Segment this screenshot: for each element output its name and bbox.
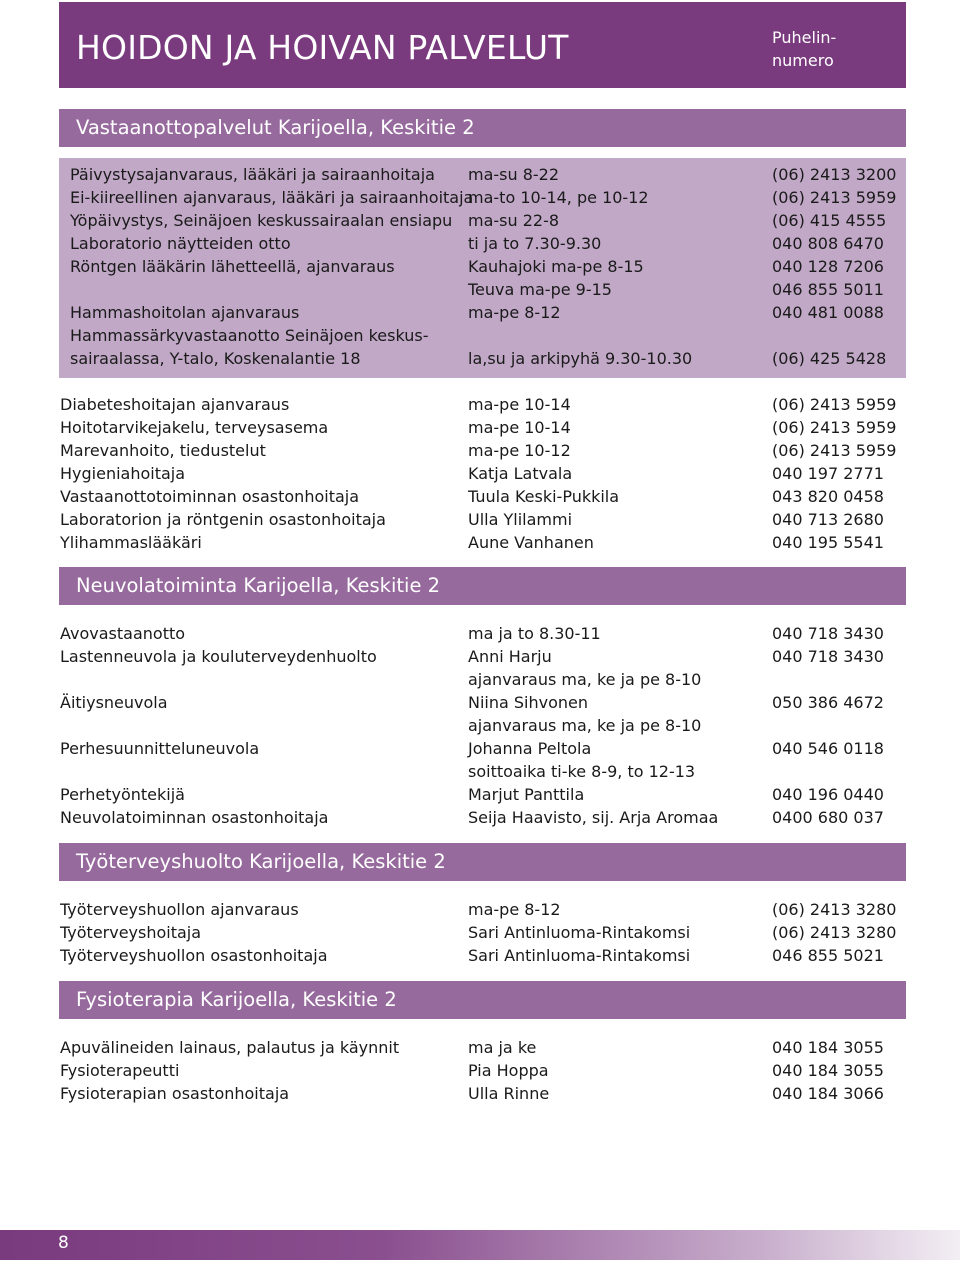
service-name: Fysioterapeutti <box>60 1061 180 1080</box>
phone-number: 040 713 2680 <box>772 510 884 529</box>
phone-number: 046 855 5011 <box>772 280 884 299</box>
service-name: Hoitotarvikejakelu, terveysasema <box>60 418 329 437</box>
section-title: Työterveyshuolto Karijoella, Keskitie 2 <box>76 850 446 873</box>
page-title: HOIDON JA HOIVAN PALVELUT <box>76 28 569 67</box>
phone-number: 043 820 0458 <box>772 487 884 506</box>
service-name: Hygieniahoitaja <box>60 464 186 483</box>
service-hours: ma-to 10-14, pe 10-12 <box>468 188 649 207</box>
table-row <box>60 737 906 760</box>
service-name: Neuvolatoiminnan osastonhoitaja <box>60 808 329 827</box>
table-row <box>60 462 906 485</box>
service-name: Laboratorio näytteiden otto <box>70 234 291 253</box>
phone-number: 040 195 5541 <box>772 533 884 552</box>
service-hours: ma-pe 10-14 <box>468 418 571 437</box>
phone-number: 040 718 3430 <box>772 624 884 643</box>
phone-number: (06) 2413 5959 <box>772 188 897 207</box>
service-name: Perhetyöntekijä <box>60 785 185 804</box>
table-row <box>60 485 906 508</box>
service-hours: ma-su 22-8 <box>468 211 560 230</box>
table-row <box>70 324 906 347</box>
service-name: Äitiysneuvola <box>60 693 168 712</box>
table-row <box>60 622 906 645</box>
service-name: Apuvälineiden lainaus, palautus ja käynnit <box>60 1038 400 1057</box>
table-row <box>60 898 906 921</box>
section-header-neuvola <box>59 567 906 605</box>
service-name: Päivystysajanvaraus, lääkäri ja sairaanhoitaja <box>70 165 435 184</box>
phone-number: 040 197 2771 <box>772 464 884 483</box>
service-hours: ma-su 8-22 <box>468 165 560 184</box>
phone-number: (06) 2413 5959 <box>772 441 897 460</box>
section-title: Fysioterapia Karijoella, Keskitie 2 <box>76 988 397 1011</box>
phone-number: 040 196 0440 <box>772 785 884 804</box>
service-hours: Aune Vanhanen <box>468 533 594 552</box>
service-name: Marevanhoito, tiedustelut <box>60 441 266 460</box>
table-row <box>60 944 906 967</box>
table-row <box>70 347 906 370</box>
service-hours: ajanvaraus ma, ke ja pe 8-10 <box>468 670 702 689</box>
table-row <box>60 806 906 829</box>
service-hours: Marjut Panttila <box>468 785 585 804</box>
service-name: Ei-kiireellinen ajanvaraus, lääkäri ja sairaanhoitaja <box>70 188 474 207</box>
service-name: Työterveyshoitaja <box>60 923 202 942</box>
phone-number: (06) 2413 5959 <box>772 395 897 414</box>
phone-number: 040 184 3066 <box>772 1084 884 1103</box>
table-row <box>60 416 906 439</box>
service-hours: Katja Latvala <box>468 464 573 483</box>
table-row <box>70 232 906 255</box>
table-row <box>60 1036 906 1059</box>
table-row <box>60 645 906 668</box>
service-hours: Johanna Peltola <box>468 739 592 758</box>
service-hours: ma-pe 10-12 <box>468 441 571 460</box>
service-hours: soittoaika ti-ke 8-9, to 12-13 <box>468 762 696 781</box>
phone-number: (06) 425 5428 <box>772 349 887 368</box>
service-hours: ma-pe 8-12 <box>468 900 561 919</box>
service-name: Lastenneuvola ja kouluterveydenhuolto <box>60 647 377 666</box>
phone-number: 050 386 4672 <box>772 693 884 712</box>
phone-number: 040 128 7206 <box>772 257 884 276</box>
table-row <box>60 691 906 714</box>
table-row <box>70 186 906 209</box>
service-hours: Teuva ma-pe 9-15 <box>468 280 612 299</box>
service-name: Hammassärkyvastaanotto Seinäjoen keskus- <box>70 326 429 345</box>
section-header-fysioterapia <box>59 981 906 1019</box>
service-name: Laboratorion ja röntgenin osastonhoitaja <box>60 510 386 529</box>
service-hours: Ulla Rinne <box>468 1084 550 1103</box>
table-row <box>60 1082 906 1105</box>
service-hours: Anni Harju <box>468 647 552 666</box>
service-hours: Sari Antinluoma-Rintakomsi <box>468 946 691 965</box>
phone-column-heading: Puhelin- numero <box>772 28 837 70</box>
table-row <box>60 508 906 531</box>
service-hours: ajanvaraus ma, ke ja pe 8-10 <box>468 716 702 735</box>
phone-number: (06) 2413 5959 <box>772 418 897 437</box>
service-hours: ma ja to 8.30-11 <box>468 624 601 643</box>
table-row <box>60 531 906 554</box>
phone-number: 040 808 6470 <box>772 234 884 253</box>
service-hours: Seija Haavisto, sij. Arja Aromaa <box>468 808 719 827</box>
phone-number: (06) 2413 3280 <box>772 900 897 919</box>
table-row <box>70 301 906 324</box>
phone-number: 040 184 3055 <box>772 1061 884 1080</box>
phone-number: 0400 680 037 <box>772 808 884 827</box>
table-row <box>60 714 906 737</box>
page-header-banner <box>59 2 906 88</box>
phone-number: 040 546 0118 <box>772 739 884 758</box>
service-hours: ti ja to 7.30-9.30 <box>468 234 602 253</box>
table-row <box>70 278 906 301</box>
section-title: Neuvolatoiminta Karijoella, Keskitie 2 <box>76 574 441 597</box>
phone-number: 040 481 0088 <box>772 303 884 322</box>
table-row <box>60 783 906 806</box>
phone-number: 040 184 3055 <box>772 1038 884 1057</box>
service-name: Diabeteshoitajan ajanvaraus <box>60 395 290 414</box>
table-row <box>60 760 906 783</box>
service-hours: Pia Hoppa <box>468 1061 549 1080</box>
service-hours: Tuula Keski-Pukkila <box>468 487 620 506</box>
service-hours: Ulla Ylilammi <box>468 510 573 529</box>
footer-bar <box>0 1230 960 1260</box>
service-name: Työterveyshuollon osastonhoitaja <box>60 946 328 965</box>
service-name: Fysioterapian osastonhoitaja <box>60 1084 290 1103</box>
service-name: Vastaanottotoiminnan osastonhoitaja <box>60 487 360 506</box>
page-number: 8 <box>58 1233 69 1253</box>
table-row <box>70 255 906 278</box>
table-row <box>70 163 906 186</box>
service-name: sairaalassa, Y-talo, Koskenalantie 18 <box>70 349 361 368</box>
table-row <box>60 668 906 691</box>
service-name: Työterveyshuollon ajanvaraus <box>60 900 299 919</box>
table-row <box>60 439 906 462</box>
service-name: Avovastaanotto <box>60 624 186 643</box>
service-hours: ma-pe 10-14 <box>468 395 571 414</box>
service-hours: Niina Sihvonen <box>468 693 589 712</box>
service-name: Hammashoitolan ajanvaraus <box>70 303 300 322</box>
service-hours: ma ja ke <box>468 1038 537 1057</box>
phone-number: (06) 2413 3200 <box>772 165 897 184</box>
section-title: Vastaanottopalvelut Karijoella, Keskitie 2 <box>76 116 475 139</box>
service-hours: Kauhajoki ma-pe 8-15 <box>468 257 644 276</box>
service-hours: ma-pe 8-12 <box>468 303 561 322</box>
service-name: Yöpäivystys, Seinäjoen keskussairaalan ensiapu <box>70 211 453 230</box>
phone-number: (06) 2413 3280 <box>772 923 897 942</box>
table-row <box>60 921 906 944</box>
phone-number: 046 855 5021 <box>772 946 884 965</box>
table-row <box>60 1059 906 1082</box>
phone-number: (06) 415 4555 <box>772 211 887 230</box>
service-hours: Sari Antinluoma-Rintakomsi <box>468 923 691 942</box>
section-header-vastaanotto <box>59 109 906 147</box>
service-name: Perhesuunnitteluneuvola <box>60 739 260 758</box>
service-hours: la,su ja arkipyhä 9.30-10.30 <box>468 349 693 368</box>
section-header-tyoterveys <box>59 843 906 881</box>
phone-number: 040 718 3430 <box>772 647 884 666</box>
service-name: Ylihammaslääkäri <box>60 533 202 552</box>
table-row <box>60 393 906 416</box>
table-row <box>70 209 906 232</box>
service-name: Röntgen lääkärin lähetteellä, ajanvaraus <box>70 257 395 276</box>
